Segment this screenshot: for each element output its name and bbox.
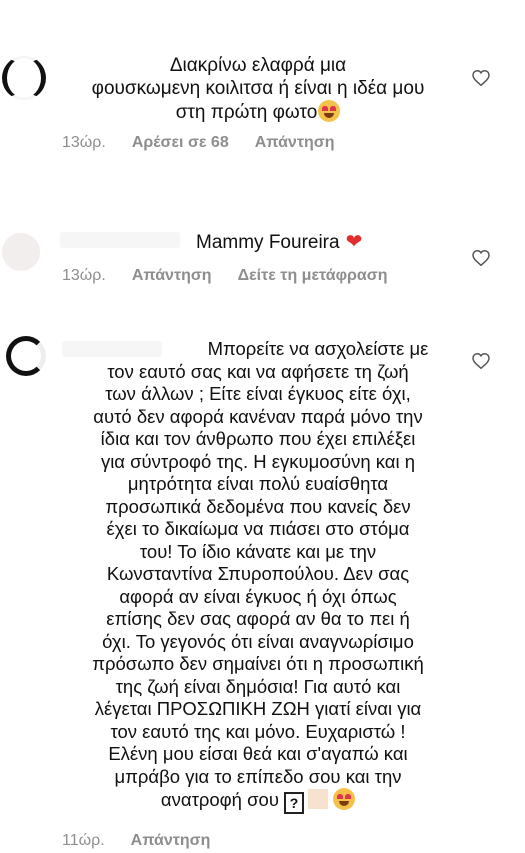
heart-outline-icon[interactable] (472, 353, 490, 369)
comment-meta (62, 134, 334, 152)
reply-button[interactable]: Απάντηση (131, 267, 212, 284)
heart-eyes-emoji-icon (318, 100, 340, 122)
comment-meta (62, 267, 387, 285)
reply-button[interactable]: Απάντηση (130, 832, 211, 849)
skin-tone-icon (308, 789, 328, 809)
likes-count[interactable]: Αρέσει σε 68 (131, 134, 229, 151)
comment-text: Διακρίνω ελαφρά μια φουσκωμενη κοιλιτσα ή είναι η ιδέα μου στη πρώτη φωτο (91, 55, 425, 123)
avatar[interactable] (2, 56, 46, 100)
heart-outline-icon[interactable] (472, 250, 490, 266)
unknown-glyph-icon: ? (284, 792, 304, 814)
comment-meta (62, 832, 210, 850)
translate-button[interactable]: Δείτε τη μετάφραση (237, 267, 388, 284)
comment-text: Mammy Foureira ❤ (196, 231, 363, 253)
avatar[interactable] (2, 233, 40, 271)
reply-button[interactable]: Απάντηση (254, 134, 335, 151)
comment-text: Μπορείτε να ασχολείστε με τον εαυτό σας και να αφήσετε τη ζωή των άλλων ; Είτε είναι έγκυος είτε όχι, αυτό δεν αφορά κανέναν παρά μόνο την ίδια και τον άνθρωπο που έχει επιλέξει για σύντροφό της. Η εγκυμοσύνη και η μητρότητα είναι πολύ ευαίσθητα προσωπικά δεδομένα που κανείς δεν έχει το δικαίωμα να πιάσει στο στόμα του! Το ίδιο κάνατε και με την Κωνσταντίνα Σπυροπούλου. Δεν σας αφορά αν είναι έγκυος ή όχι όπως επίσης δεν σας αφορά αν θα το πει ή όχι. Το γεγονός ότι είναι αναγνωρίσιμο πρόσωπο δεν σημαίνει ότι η προσωπική της ζωή είναι δημόσια! Για αυτό και λέγεται ΠΡΟΣΩΠΙΚΗ ΖΩΗ γιατί είναι για τον εαυτό της και μόνο. Ευχαριστώ ! Ελένη μου είσαι θεά και σ'αγαπώ και μπράβο για το επίπεδο σου και την ανατροφή σου ? (58, 338, 458, 814)
heart-outline-icon[interactable] (472, 70, 490, 86)
red-heart-icon: ❤ (345, 231, 363, 253)
avatar[interactable] (6, 336, 46, 376)
heart-eyes-emoji-icon (333, 788, 355, 810)
timestamp: 13ώρ. (62, 134, 106, 151)
timestamp: 11ώρ. (62, 832, 105, 849)
timestamp: 13ώρ. (62, 267, 106, 284)
username-redacted (60, 232, 180, 248)
